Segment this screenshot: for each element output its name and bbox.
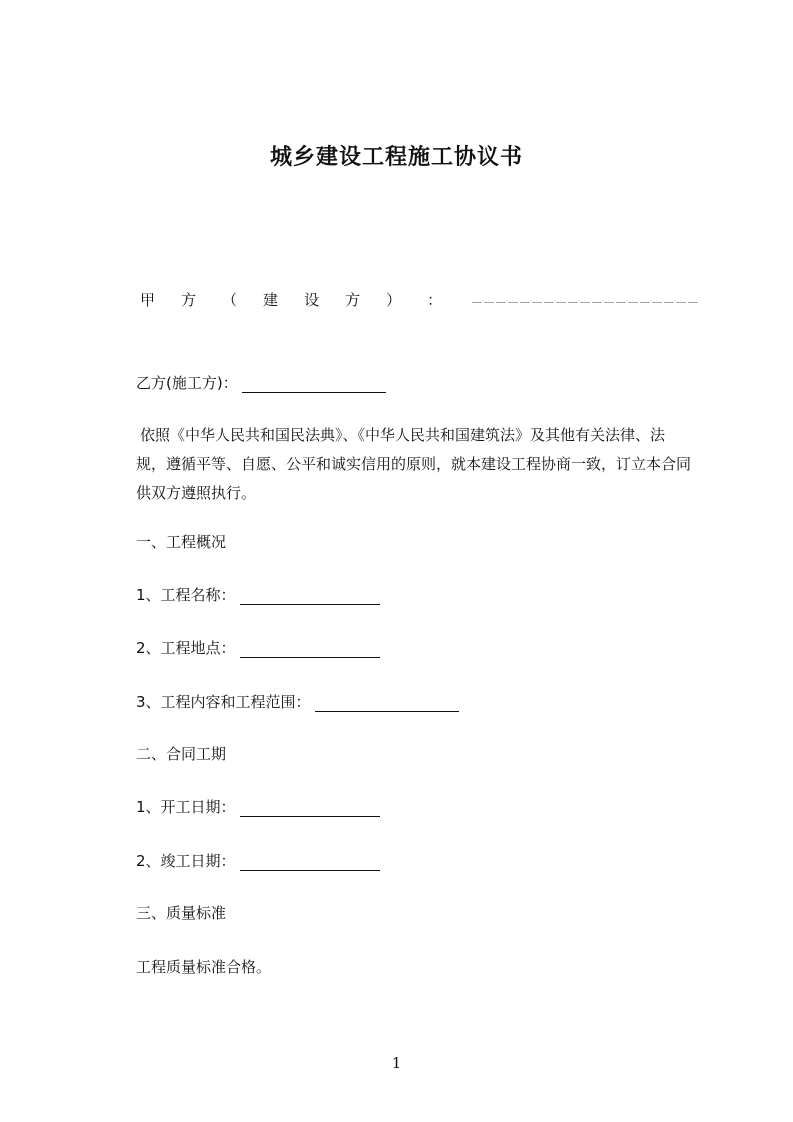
project-location-line: 2、工程地点： <box>136 638 380 658</box>
project-name-line: 1、工程名称： <box>136 585 380 605</box>
party-a-line <box>140 290 700 310</box>
intro-paragraph <box>136 421 706 508</box>
project-location-blank <box>240 641 380 658</box>
intro-line-3: 供双方遵照执行。 <box>136 484 257 502</box>
document-title: 城乡建设工程施工协议书 <box>269 145 523 170</box>
quality-standard-text: 工程质量标准合格。 <box>136 958 272 976</box>
intro-line-2: 规，遵循平等、自愿、公平和诚实信用的原则，就本建设工程协商一致，订立本合同 <box>136 455 692 473</box>
party-a-blank: ＿＿＿＿＿＿＿＿＿＿＿＿＿＿＿＿＿＿＿ <box>472 294 700 305</box>
start-date-line: 1、开工日期： <box>136 797 380 817</box>
party-b-line <box>136 373 386 393</box>
start-date-blank <box>240 800 380 817</box>
page-number: 1 <box>391 1054 402 1072</box>
party-b-label: 乙方(施工方)： <box>136 374 238 392</box>
party-b-blank <box>242 376 386 393</box>
section-3-heading: 三、质量标准 <box>136 904 227 922</box>
completion-date-line: 2、竣工日期： <box>136 851 380 871</box>
project-scope-blank <box>315 695 459 712</box>
completion-date-blank <box>240 854 380 871</box>
section-1-heading: 一、工程概况 <box>136 533 227 551</box>
project-scope-line: 3、工程内容和工程范围： <box>136 692 459 712</box>
project-name-blank <box>240 588 380 605</box>
party-a-label: 甲 方 （ 建 设 方 ） ： <box>140 291 443 309</box>
section-2-heading: 二、合同工期 <box>136 745 227 763</box>
intro-line-1: 依照《中华人民共和国民法典》、《中华人民共和国建筑法》及其他有关法律、法 <box>140 426 666 444</box>
